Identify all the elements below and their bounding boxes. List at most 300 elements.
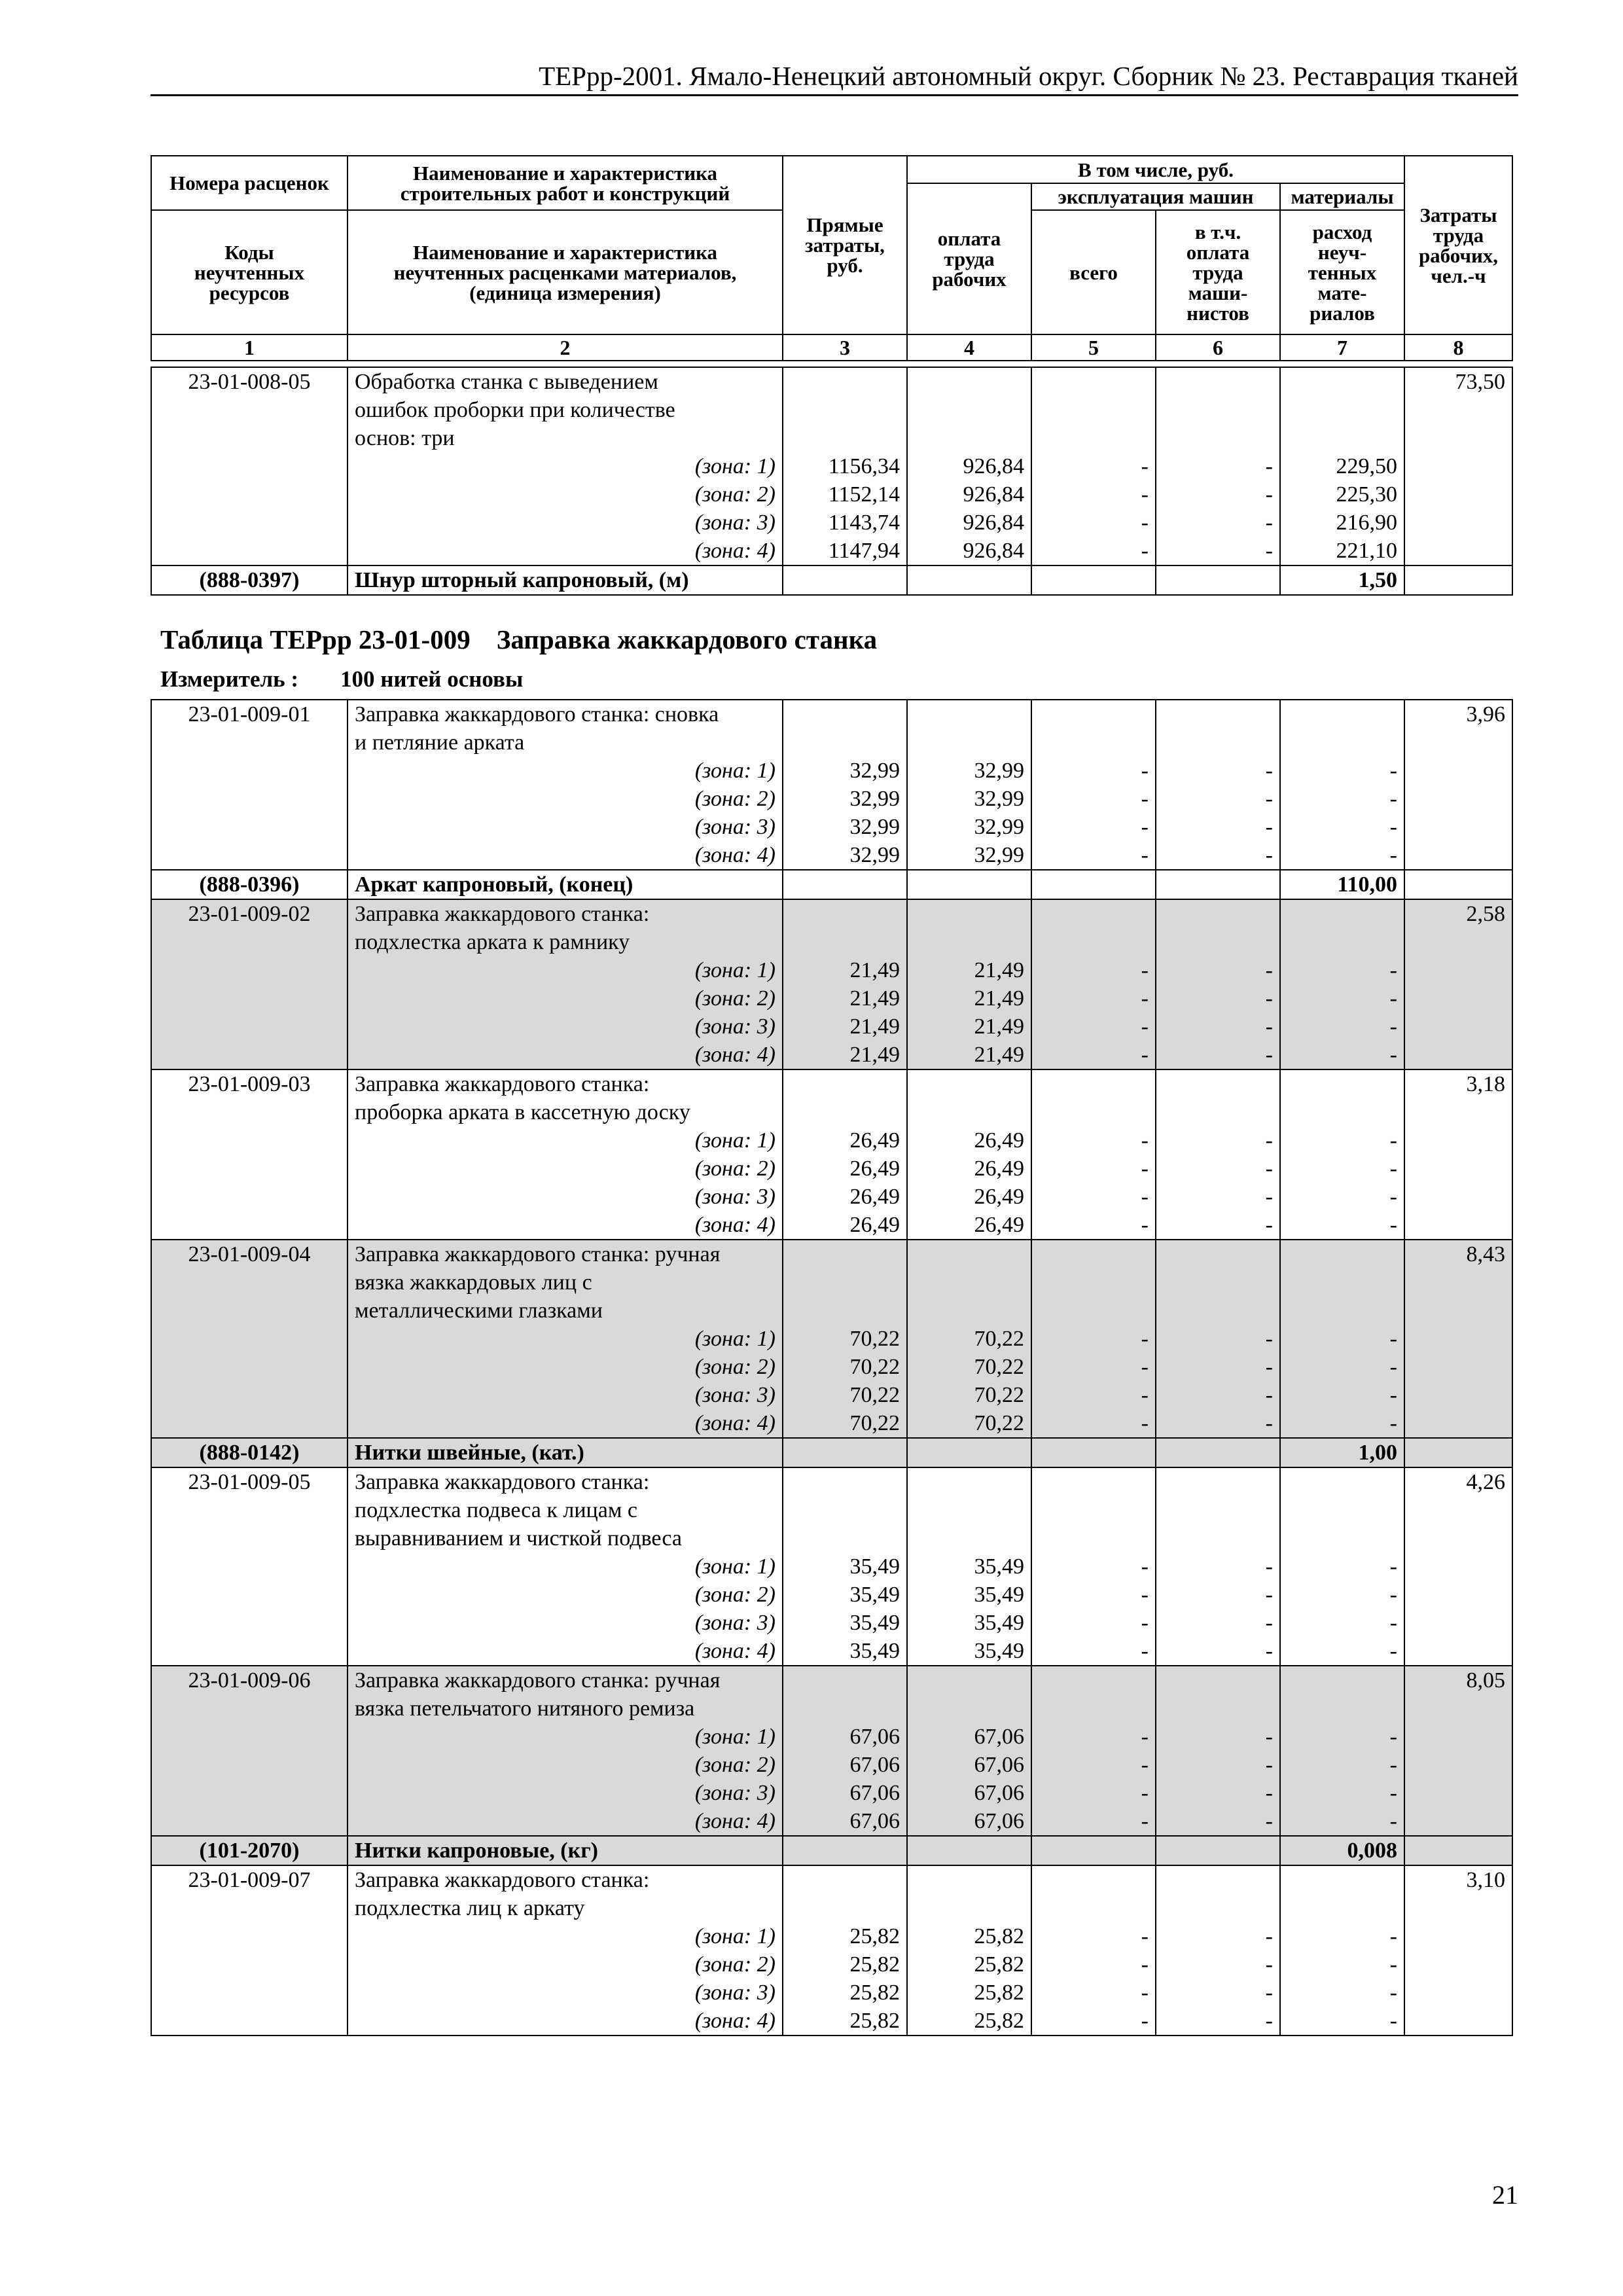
col-machinist-pay: в т.ч. оплата труда маши- нистов — [1156, 210, 1280, 334]
machines-total-value: - — [1141, 1583, 1149, 1607]
labor-costs-value: 3,10 — [1466, 1868, 1505, 1892]
direct-costs-value: 67,06 — [849, 1809, 900, 1833]
worker-pay-value: 26,49 — [974, 1185, 1024, 1209]
resource-code: (101-2070) — [151, 1836, 348, 1865]
empty-cell — [907, 1438, 1031, 1467]
labor-costs — [1404, 1240, 1512, 1438]
machinist-pay-value: - — [1265, 1924, 1273, 1948]
direct-costs — [783, 899, 907, 1069]
direct-costs — [783, 1240, 907, 1438]
direct-costs-value: 35,49 — [849, 1611, 900, 1635]
direct-costs-value: 21,49 — [849, 1043, 900, 1067]
material-consumption-value: - — [1389, 1781, 1397, 1805]
material-consumption — [1280, 1865, 1404, 2036]
rate-name-line: подхлестка лиц к аркату — [355, 1896, 585, 1920]
meter-value: 100 нитей основы — [340, 666, 524, 692]
machinist-pay — [1156, 1240, 1280, 1438]
machines-total-value: - — [1141, 1327, 1149, 1351]
material-consumption-value: - — [1389, 759, 1397, 783]
zone-label: (зона: 2) — [694, 787, 776, 811]
worker-pay-value: 21,49 — [974, 986, 1024, 1011]
empty-cell — [1404, 1836, 1512, 1865]
worker-pay-value: 926,84 — [963, 454, 1024, 478]
col-work-name: Наименование и характеристика строительных работ и конструкций — [348, 156, 783, 210]
rate-block — [151, 1666, 1512, 1865]
rate-code-text: 23-01-008-05 — [188, 370, 311, 394]
machinist-pay — [1156, 700, 1280, 870]
machines-total-value: - — [1141, 1185, 1149, 1209]
rate-code — [151, 1240, 348, 1438]
rate-name — [348, 1666, 783, 1836]
rate-name-line: Заправка жаккардового станка: — [355, 1868, 650, 1892]
labor-costs — [1404, 367, 1512, 565]
material-consumption-value: - — [1389, 815, 1397, 839]
machinist-pay-value: - — [1265, 2009, 1273, 2033]
rate-name — [348, 1865, 783, 2036]
zone-label: (зона: 4) — [694, 2009, 776, 2033]
machines-total-value: - — [1141, 2009, 1149, 2033]
direct-costs-value: 67,06 — [849, 1781, 900, 1805]
rate-table-23-01-008 — [151, 367, 1513, 596]
worker-pay-value: 926,84 — [963, 539, 1024, 563]
zone-label: (зона: 3) — [694, 1014, 776, 1039]
machines-total-value: - — [1141, 986, 1149, 1011]
material-consumption-value: - — [1389, 787, 1397, 811]
machinist-pay-value: - — [1265, 1383, 1273, 1407]
zone-label: (зона: 4) — [694, 1639, 776, 1663]
empty-cell — [907, 565, 1031, 595]
machines-total-value: - — [1141, 1639, 1149, 1663]
machines-total-value: - — [1141, 1981, 1149, 2005]
zone-label: (зона: 2) — [694, 1583, 776, 1607]
machinist-pay-value: - — [1265, 1554, 1273, 1579]
rate-name-line: Заправка жаккардового станка: — [355, 1072, 650, 1096]
zone-label: (зона: 4) — [694, 1043, 776, 1067]
material-consumption-value: - — [1389, 1014, 1397, 1039]
worker-pay-value: 70,22 — [974, 1383, 1024, 1407]
rate-code — [151, 1467, 348, 1666]
col-number-7: 7 — [1280, 334, 1404, 361]
worker-pay-value: 26,49 — [974, 1213, 1024, 1237]
labor-costs-value: 3,18 — [1466, 1072, 1505, 1096]
worker-pay-value: 26,49 — [974, 1128, 1024, 1153]
direct-costs-value: 35,49 — [849, 1554, 900, 1579]
table-code: Таблица ТЕРрр 23-01-009 — [160, 624, 471, 655]
machinist-pay-value: - — [1265, 1611, 1273, 1635]
material-consumption-value: - — [1389, 986, 1397, 1011]
labor-costs-value: 3,96 — [1466, 702, 1505, 726]
machines-total — [1031, 1240, 1156, 1438]
table-row — [151, 1865, 1512, 2036]
direct-costs-value: 25,82 — [849, 1952, 900, 1977]
machinist-pay — [1156, 367, 1280, 565]
worker-pay-value: 926,84 — [963, 511, 1024, 535]
table-row — [151, 1467, 1512, 1666]
rate-name — [348, 1467, 783, 1666]
machines-total-value: - — [1141, 1411, 1149, 1435]
worker-pay-value: 25,82 — [974, 1952, 1024, 1977]
zone-label: (зона: 1) — [694, 1327, 776, 1351]
rate-name-line: Заправка жаккардового станка: ручная — [355, 1668, 721, 1693]
material-consumption-value: - — [1389, 1185, 1397, 1209]
col-number-3: 3 — [783, 334, 907, 361]
worker-pay-value: 21,49 — [974, 1014, 1024, 1039]
zone-label: (зона: 2) — [694, 986, 776, 1011]
labor-costs — [1404, 899, 1512, 1069]
resource-row — [151, 1438, 1512, 1467]
resource-name: Аркат капроновый, (конец) — [348, 870, 783, 899]
machinist-pay — [1156, 899, 1280, 1069]
resource-quantity: 1,50 — [1280, 565, 1404, 595]
rate-code — [151, 700, 348, 870]
direct-costs-value: 32,99 — [849, 815, 900, 839]
worker-pay-value: 926,84 — [963, 482, 1024, 507]
col-number-5: 5 — [1031, 334, 1156, 361]
machinist-pay-value: - — [1265, 1014, 1273, 1039]
machines-total — [1031, 1865, 1156, 2036]
material-consumption — [1280, 1240, 1404, 1438]
machinist-pay — [1156, 1666, 1280, 1836]
rate-name-line: вязка жаккардовых лиц с — [355, 1270, 592, 1295]
rate-table-header — [151, 155, 1513, 361]
material-consumption-value: - — [1389, 1213, 1397, 1237]
worker-pay-value: 25,82 — [974, 2009, 1024, 2033]
worker-pay-value: 67,06 — [974, 1753, 1024, 1777]
machinist-pay-value: - — [1265, 1043, 1273, 1067]
rate-name-line: Заправка жаккардового станка: — [355, 902, 650, 926]
material-consumption-value: - — [1389, 1924, 1397, 1948]
material-consumption — [1280, 367, 1404, 565]
resource-code: (888-0396) — [151, 870, 348, 899]
direct-costs-value: 26,49 — [849, 1185, 900, 1209]
col-worker-pay: оплата труда рабочих — [907, 183, 1031, 334]
labor-costs — [1404, 1467, 1512, 1666]
resource-code: (888-0397) — [151, 565, 348, 595]
machinist-pay-value: - — [1265, 482, 1273, 507]
material-consumption-value: - — [1389, 1554, 1397, 1579]
material-consumption — [1280, 1666, 1404, 1836]
labor-costs — [1404, 1865, 1512, 2036]
zone-label: (зона: 3) — [694, 1383, 776, 1407]
table-row — [151, 700, 1512, 870]
machinist-pay-value: - — [1265, 454, 1273, 478]
machines-total-value: - — [1141, 759, 1149, 783]
table-row — [151, 1666, 1512, 1836]
machinist-pay-value: - — [1265, 511, 1273, 535]
zone-label: (зона: 3) — [694, 1981, 776, 2005]
worker-pay-value: 25,82 — [974, 1924, 1024, 1948]
machines-total-value: - — [1141, 1554, 1149, 1579]
rate-block — [151, 1069, 1512, 1240]
direct-costs — [783, 1467, 907, 1666]
labor-costs-value: 4,26 — [1466, 1470, 1505, 1494]
rate-name-line: и петляние арката — [355, 730, 525, 755]
empty-cell — [907, 870, 1031, 899]
col-number-1: 1 — [151, 334, 348, 361]
rate-code-text: 23-01-009-03 — [188, 1072, 311, 1096]
zone-label: (зона: 2) — [694, 1355, 776, 1379]
material-consumption-value: - — [1389, 1355, 1397, 1379]
labor-costs-value: 73,50 — [1455, 370, 1505, 394]
machines-total-value: - — [1141, 1213, 1149, 1237]
worker-pay — [907, 1069, 1031, 1240]
direct-costs-value: 67,06 — [849, 1753, 900, 1777]
rate-name — [348, 367, 783, 565]
machines-total-value: - — [1141, 1014, 1149, 1039]
col-material-consumption: расход неуч- тенных мате- риалов — [1280, 210, 1404, 334]
col-number-6: 6 — [1156, 334, 1280, 361]
direct-costs-value: 32,99 — [849, 787, 900, 811]
rate-code — [151, 1865, 348, 2036]
rate-name-line: основ: три — [355, 426, 455, 450]
material-consumption-value: 225,30 — [1336, 482, 1397, 507]
worker-pay — [907, 1865, 1031, 2036]
page-header: ТЕРрр-2001. Ямало-Ненецкий автономный округ. Сборник № 23. Реставрация тканей — [151, 60, 1518, 96]
machines-total-value: - — [1141, 1809, 1149, 1833]
worker-pay — [907, 367, 1031, 565]
labor-costs — [1404, 1666, 1512, 1836]
empty-cell — [1404, 1438, 1512, 1467]
material-consumption-value: - — [1389, 958, 1397, 982]
col-machines-total: всего — [1031, 210, 1156, 334]
col-material-name: Наименование и характеристика неучтенных расценками материалов, (единица измерения) — [348, 210, 783, 334]
material-consumption-value: - — [1389, 1981, 1397, 2005]
worker-pay — [907, 899, 1031, 1069]
machinist-pay-value: - — [1265, 759, 1273, 783]
material-consumption-value: 216,90 — [1336, 511, 1397, 535]
direct-costs-value: 1143,74 — [828, 511, 900, 535]
zone-label: (зона: 4) — [694, 1809, 776, 1833]
worker-pay-value: 70,22 — [974, 1355, 1024, 1379]
col-group-including: В том числе, руб. — [907, 156, 1404, 183]
direct-costs-value: 70,22 — [849, 1327, 900, 1351]
machines-total-value: - — [1141, 454, 1149, 478]
rate-name-line: Заправка жаккардового станка: ручная — [355, 1242, 721, 1266]
meter-label: Измеритель : — [160, 666, 299, 692]
machinist-pay-value: - — [1265, 1327, 1273, 1351]
table-title — [160, 623, 877, 656]
material-consumption-value: - — [1389, 1043, 1397, 1067]
rate-name-line: выравниванием и чисткой подвеса — [355, 1526, 682, 1551]
material-consumption-value: - — [1389, 1128, 1397, 1153]
direct-costs-value: 25,82 — [849, 1981, 900, 2005]
empty-cell — [783, 1836, 907, 1865]
machinist-pay-value: - — [1265, 958, 1273, 982]
zone-label: (зона: 1) — [694, 1128, 776, 1153]
labor-costs — [1404, 1069, 1512, 1240]
direct-costs-value: 32,99 — [849, 843, 900, 867]
worker-pay-value: 35,49 — [974, 1554, 1024, 1579]
zone-label: (зона: 4) — [694, 843, 776, 867]
worker-pay — [907, 1240, 1031, 1438]
zone-label: (зона: 2) — [694, 482, 776, 507]
empty-cell — [1156, 870, 1280, 899]
rate-name-line: вязка петельчатого нитяного ремиза — [355, 1696, 695, 1721]
material-consumption-value: - — [1389, 843, 1397, 867]
machinist-pay-value: - — [1265, 1781, 1273, 1805]
direct-costs — [783, 1865, 907, 2036]
machinist-pay-value: - — [1265, 815, 1273, 839]
worker-pay-value: 26,49 — [974, 1157, 1024, 1181]
table-row — [151, 1240, 1512, 1438]
machinist-pay-value: - — [1265, 1157, 1273, 1181]
resource-quantity: 1,00 — [1280, 1438, 1404, 1467]
machinist-pay-value: - — [1265, 1725, 1273, 1749]
machinist-pay-value: - — [1265, 539, 1273, 563]
rate-table-23-01-009 — [151, 699, 1513, 2036]
rate-name-line: Заправка жаккардового станка: сновка — [355, 702, 719, 726]
machinist-pay-value: - — [1265, 1411, 1273, 1435]
worker-pay-value: 32,99 — [974, 759, 1024, 783]
direct-costs-value: 26,49 — [849, 1157, 900, 1181]
zone-label: (зона: 2) — [694, 1753, 776, 1777]
machines-total-value: - — [1141, 1725, 1149, 1749]
worker-pay — [907, 1666, 1031, 1836]
machinist-pay-value: - — [1265, 1128, 1273, 1153]
rate-code — [151, 1666, 348, 1836]
zone-label: (зона: 3) — [694, 511, 776, 535]
machines-total-value: - — [1141, 482, 1149, 507]
zone-label: (зона: 1) — [694, 1725, 776, 1749]
machines-total — [1031, 899, 1156, 1069]
rate-code — [151, 367, 348, 565]
rate-name-line: проборка арката в кассетную доску — [355, 1100, 690, 1124]
page-number: 21 — [1492, 2180, 1518, 2210]
col-number-4: 4 — [907, 334, 1031, 361]
worker-pay-value: 35,49 — [974, 1639, 1024, 1663]
meter-line — [160, 665, 523, 694]
worker-pay-value: 67,06 — [974, 1725, 1024, 1749]
material-consumption-value: 221,10 — [1336, 539, 1397, 563]
worker-pay-value: 21,49 — [974, 1043, 1024, 1067]
material-consumption-value: - — [1389, 1725, 1397, 1749]
rate-name — [348, 1069, 783, 1240]
material-consumption-value: - — [1389, 1809, 1397, 1833]
zone-label: (зона: 4) — [694, 1411, 776, 1435]
zone-label: (зона: 4) — [694, 1213, 776, 1237]
direct-costs-value: 32,99 — [849, 759, 900, 783]
machinist-pay-value: - — [1265, 787, 1273, 811]
rate-code-text: 23-01-009-07 — [188, 1868, 311, 1892]
table-row — [151, 1069, 1512, 1240]
machines-total-value: - — [1141, 1781, 1149, 1805]
rate-code-text: 23-01-009-02 — [188, 902, 311, 926]
direct-costs-value: 25,82 — [849, 2009, 900, 2033]
machines-total — [1031, 1467, 1156, 1666]
machines-total — [1031, 1069, 1156, 1240]
worker-pay-value: 25,82 — [974, 1981, 1024, 2005]
empty-cell — [1031, 565, 1156, 595]
worker-pay — [907, 700, 1031, 870]
worker-pay-value: 32,99 — [974, 815, 1024, 839]
machines-total-value: - — [1141, 1043, 1149, 1067]
col-group-machines: эксплуатация машин — [1031, 183, 1280, 210]
machinist-pay — [1156, 1467, 1280, 1666]
zone-label: (зона: 1) — [694, 454, 776, 478]
machines-total-value: - — [1141, 1128, 1149, 1153]
machines-total — [1031, 367, 1156, 565]
rate-name — [348, 899, 783, 1069]
machinist-pay-value: - — [1265, 1213, 1273, 1237]
empty-cell — [1031, 1836, 1156, 1865]
material-consumption-value: - — [1389, 1583, 1397, 1607]
machinist-pay-value: - — [1265, 1809, 1273, 1833]
zone-label: (зона: 3) — [694, 1185, 776, 1209]
direct-costs — [783, 700, 907, 870]
rate-block — [151, 367, 1512, 595]
machines-total-value: - — [1141, 1924, 1149, 1948]
rate-code — [151, 899, 348, 1069]
zone-label: (зона: 1) — [694, 1554, 776, 1579]
material-consumption-value: - — [1389, 1952, 1397, 1977]
worker-pay-value: 67,06 — [974, 1809, 1024, 1833]
resource-name: Нитки капроновые, (кг) — [348, 1836, 783, 1865]
worker-pay — [907, 1467, 1031, 1666]
col-group-materials: материалы — [1280, 183, 1404, 210]
zone-label: (зона: 2) — [694, 1952, 776, 1977]
zone-label: (зона: 3) — [694, 1611, 776, 1635]
worker-pay-value: 32,99 — [974, 787, 1024, 811]
material-consumption-value: - — [1389, 1753, 1397, 1777]
machinist-pay-value: - — [1265, 1355, 1273, 1379]
material-consumption-value: - — [1389, 1639, 1397, 1663]
machines-total-value: - — [1141, 787, 1149, 811]
labor-costs-value: 8,43 — [1466, 1242, 1505, 1266]
resource-row — [151, 870, 1512, 899]
resource-row — [151, 565, 1512, 595]
col-number-8: 8 — [1404, 334, 1512, 361]
machines-total-value: - — [1141, 1753, 1149, 1777]
col-labor-costs: Затраты труда рабочих, чел.-ч — [1404, 156, 1512, 334]
direct-costs-value: 1152,14 — [828, 482, 900, 507]
rate-name-line: металлическими глазками — [355, 1299, 603, 1323]
empty-cell — [783, 870, 907, 899]
direct-costs-value: 25,82 — [849, 1924, 900, 1948]
machines-total — [1031, 1666, 1156, 1836]
machinist-pay — [1156, 1865, 1280, 2036]
machines-total-value: - — [1141, 511, 1149, 535]
material-consumption-value: - — [1389, 1383, 1397, 1407]
direct-costs-value: 21,49 — [849, 986, 900, 1011]
resource-row — [151, 1836, 1512, 1865]
rate-block — [151, 1865, 1512, 2036]
rate-code-text: 23-01-009-05 — [188, 1470, 311, 1494]
direct-costs-value: 21,49 — [849, 958, 900, 982]
rate-name-line: подхлестка подвеса к лицам с — [355, 1498, 637, 1522]
rate-code — [151, 1069, 348, 1240]
machinist-pay-value: - — [1265, 1639, 1273, 1663]
direct-costs — [783, 1666, 907, 1836]
machines-total-value: - — [1141, 1355, 1149, 1379]
rate-block — [151, 899, 1512, 1069]
table-name: Заправка жаккардового станка — [496, 624, 878, 655]
worker-pay-value: 70,22 — [974, 1327, 1024, 1351]
direct-costs-value: 1156,34 — [828, 454, 900, 478]
rate-name-line: Обработка станка с выведением — [355, 370, 658, 394]
machinist-pay-value: - — [1265, 1952, 1273, 1977]
machines-total-value: - — [1141, 1383, 1149, 1407]
direct-costs-value: 1147,94 — [828, 539, 900, 563]
resource-quantity: 110,00 — [1280, 870, 1404, 899]
worker-pay-value: 70,22 — [974, 1411, 1024, 1435]
machines-total-value: - — [1141, 1611, 1149, 1635]
labor-costs-value: 2,58 — [1466, 902, 1505, 926]
empty-cell — [1031, 1438, 1156, 1467]
machinist-pay-value: - — [1265, 843, 1273, 867]
col-direct-costs: Прямые затраты, руб. — [783, 156, 907, 334]
labor-costs — [1404, 700, 1512, 870]
machines-total-value: - — [1141, 1157, 1149, 1181]
